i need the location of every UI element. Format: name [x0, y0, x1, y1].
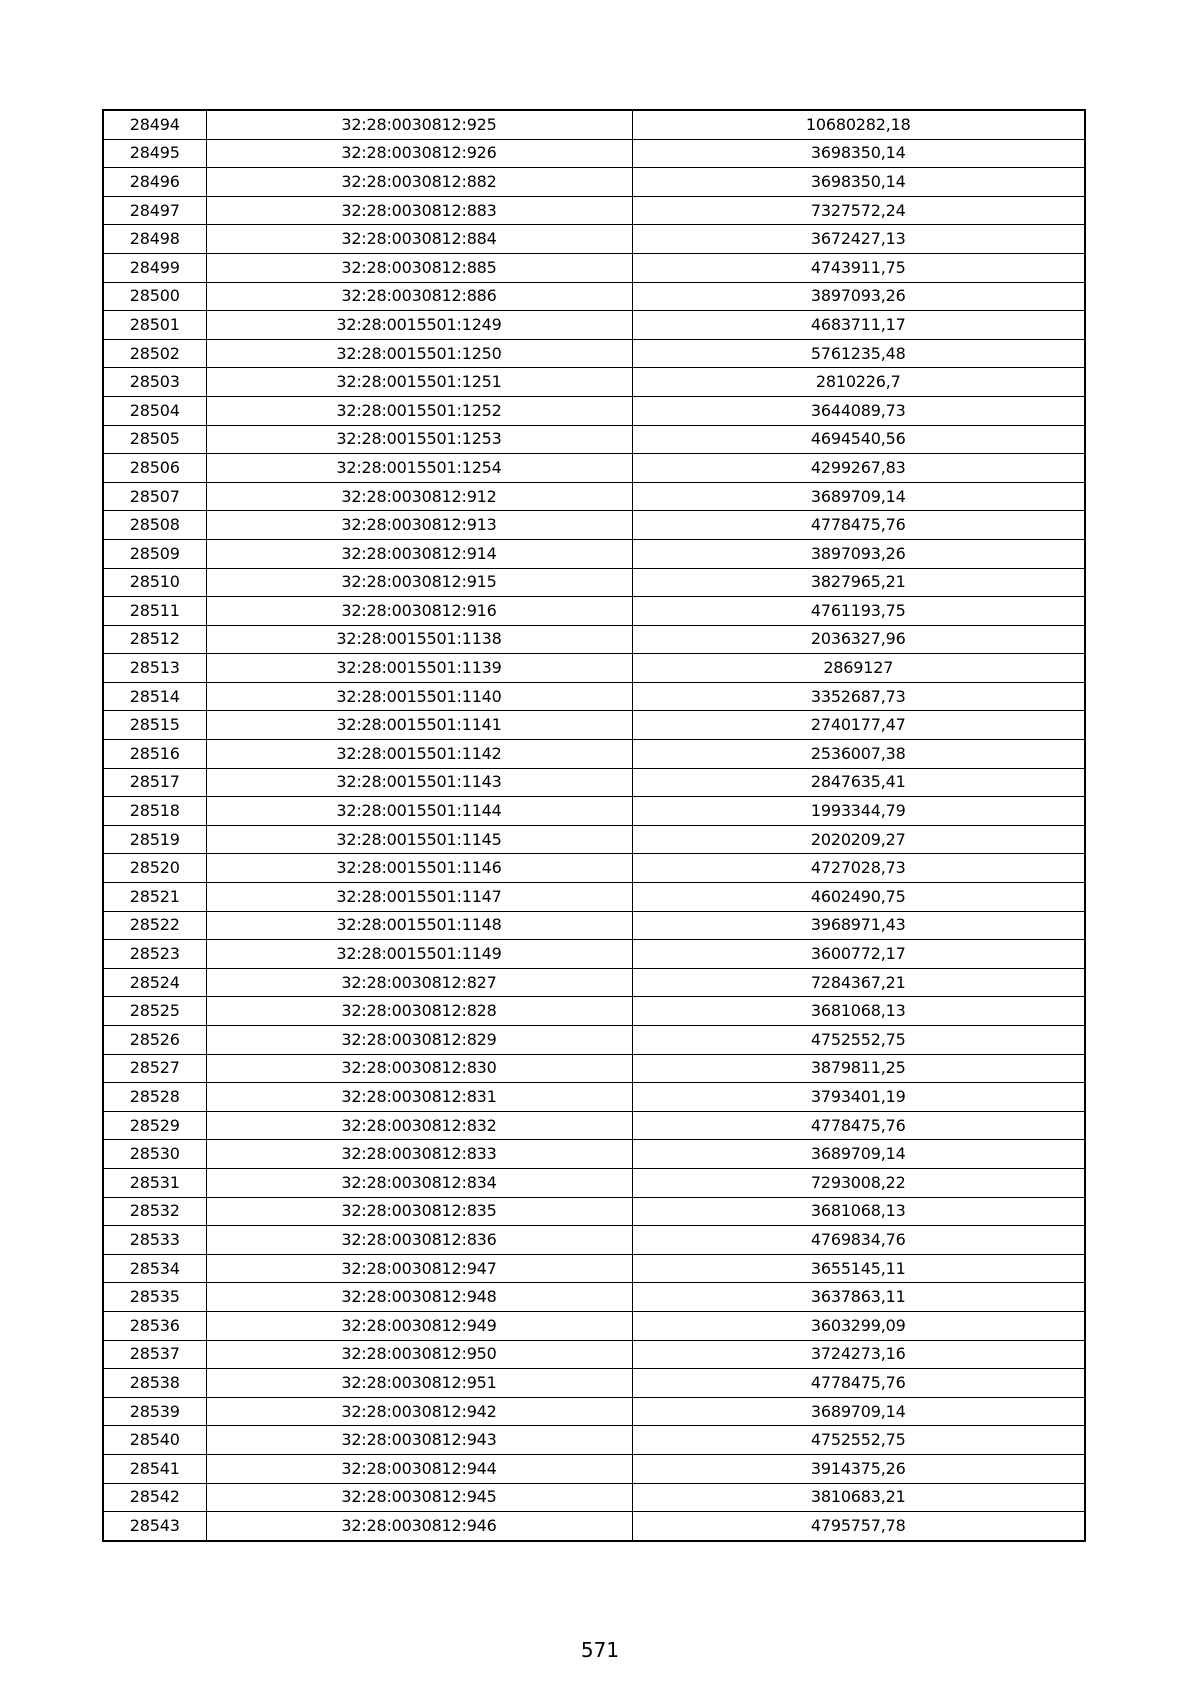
cadastral-value-cell: 3793401,19: [632, 1083, 1085, 1112]
table-row: [103, 1083, 1085, 1112]
cadastral-value-cell: 4778475,76: [632, 511, 1085, 540]
row-number-cell: 28543: [103, 1512, 206, 1541]
table-row: [103, 1369, 1085, 1398]
cadastral-value-cell: 2020209,27: [632, 825, 1085, 854]
cadastral-value-cell: 3600772,17: [632, 940, 1085, 969]
table-row: [103, 1226, 1085, 1255]
cadastral-number-cell: 32:28:0030812:833: [206, 1140, 632, 1169]
cadastral-number-cell: 32:28:0030812:945: [206, 1483, 632, 1512]
cadastral-number-cell: 32:28:0015501:1251: [206, 368, 632, 397]
row-number-cell: 28535: [103, 1283, 206, 1312]
cadastral-value-table: [102, 109, 1086, 1542]
cadastral-number-cell: 32:28:0030812:836: [206, 1226, 632, 1255]
table-row: [103, 968, 1085, 997]
cadastral-number-cell: 32:28:0030812:882: [206, 168, 632, 197]
row-number-cell: 28503: [103, 368, 206, 397]
table-row: [103, 1311, 1085, 1340]
row-number-cell: 28520: [103, 854, 206, 883]
cadastral-number-cell: 32:28:0015501:1139: [206, 654, 632, 683]
row-number-cell: 28527: [103, 1054, 206, 1083]
cadastral-number-cell: 32:28:0030812:830: [206, 1054, 632, 1083]
row-number-cell: 28515: [103, 711, 206, 740]
cadastral-value-cell: 3698350,14: [632, 168, 1085, 197]
table-row: [103, 682, 1085, 711]
cadastral-number-cell: 32:28:0030812:942: [206, 1397, 632, 1426]
row-number-cell: 28496: [103, 168, 206, 197]
row-number-cell: 28495: [103, 139, 206, 168]
row-number-cell: 28518: [103, 797, 206, 826]
cadastral-number-cell: 32:28:0030812:916: [206, 597, 632, 626]
cadastral-value-cell: 2810226,7: [632, 368, 1085, 397]
table-row: [103, 568, 1085, 597]
cadastral-value-cell: 3672427,13: [632, 225, 1085, 254]
cadastral-number-cell: 32:28:0030812:834: [206, 1168, 632, 1197]
table-row: [103, 597, 1085, 626]
cadastral-value-cell: 3637863,11: [632, 1283, 1085, 1312]
table-row: [103, 539, 1085, 568]
row-number-cell: 28538: [103, 1369, 206, 1398]
row-number-cell: 28504: [103, 396, 206, 425]
table-row: [103, 883, 1085, 912]
table-row: [103, 1140, 1085, 1169]
row-number-cell: 28497: [103, 196, 206, 225]
cadastral-value-cell: 3352687,73: [632, 682, 1085, 711]
cadastral-number-cell: 32:28:0030812:949: [206, 1311, 632, 1340]
cadastral-value-cell: 7284367,21: [632, 968, 1085, 997]
table-row: [103, 253, 1085, 282]
table-row: [103, 396, 1085, 425]
cadastral-value-cell: 3724273,16: [632, 1340, 1085, 1369]
table-body: [103, 110, 1085, 1541]
table-row: [103, 854, 1085, 883]
table-row: [103, 139, 1085, 168]
row-number-cell: 28541: [103, 1454, 206, 1483]
cadastral-value-cell: 3879811,25: [632, 1054, 1085, 1083]
row-number-cell: 28500: [103, 282, 206, 311]
cadastral-value-cell: 2869127: [632, 654, 1085, 683]
table-row: [103, 997, 1085, 1026]
table-row: [103, 225, 1085, 254]
cadastral-value-cell: 4683711,17: [632, 311, 1085, 340]
table-row: [103, 625, 1085, 654]
table-row: [103, 425, 1085, 454]
row-number-cell: 28532: [103, 1197, 206, 1226]
cadastral-value-cell: 4778475,76: [632, 1111, 1085, 1140]
cadastral-value-cell: 2847635,41: [632, 768, 1085, 797]
cadastral-number-cell: 32:28:0015501:1142: [206, 740, 632, 769]
table-row: [103, 110, 1085, 139]
row-number-cell: 28523: [103, 940, 206, 969]
cadastral-value-cell: 3827965,21: [632, 568, 1085, 597]
row-number-cell: 28512: [103, 625, 206, 654]
row-number-cell: 28542: [103, 1483, 206, 1512]
table-row: [103, 1197, 1085, 1226]
table-row: [103, 911, 1085, 940]
cadastral-number-cell: 32:28:0015501:1140: [206, 682, 632, 711]
row-number-cell: 28537: [103, 1340, 206, 1369]
cadastral-value-cell: 3689709,14: [632, 482, 1085, 511]
cadastral-number-cell: 32:28:0015501:1149: [206, 940, 632, 969]
cadastral-number-cell: 32:28:0030812:885: [206, 253, 632, 282]
cadastral-number-cell: 32:28:0015501:1254: [206, 454, 632, 483]
cadastral-value-cell: 3810683,21: [632, 1483, 1085, 1512]
row-number-cell: 28539: [103, 1397, 206, 1426]
table-row: [103, 1254, 1085, 1283]
row-number-cell: 28525: [103, 997, 206, 1026]
cadastral-value-cell: 3968971,43: [632, 911, 1085, 940]
row-number-cell: 28499: [103, 253, 206, 282]
table-row: [103, 1054, 1085, 1083]
cadastral-number-cell: 32:28:0030812:912: [206, 482, 632, 511]
row-number-cell: 28509: [103, 539, 206, 568]
cadastral-number-cell: 32:28:0030812:831: [206, 1083, 632, 1112]
table-row: [103, 168, 1085, 197]
row-number-cell: 28516: [103, 740, 206, 769]
cadastral-number-cell: 32:28:0015501:1148: [206, 911, 632, 940]
cadastral-value-cell: 4743911,75: [632, 253, 1085, 282]
row-number-cell: 28510: [103, 568, 206, 597]
cadastral-number-cell: 32:28:0015501:1253: [206, 425, 632, 454]
cadastral-value-cell: 7293008,22: [632, 1168, 1085, 1197]
table-row: [103, 482, 1085, 511]
cadastral-number-cell: 32:28:0015501:1143: [206, 768, 632, 797]
row-number-cell: 28521: [103, 883, 206, 912]
row-number-cell: 28507: [103, 482, 206, 511]
cadastral-number-cell: 32:28:0030812:829: [206, 1026, 632, 1055]
row-number-cell: 28513: [103, 654, 206, 683]
table-row: [103, 196, 1085, 225]
cadastral-number-cell: 32:28:0030812:886: [206, 282, 632, 311]
cadastral-number-cell: 32:28:0030812:914: [206, 539, 632, 568]
row-number-cell: 28505: [103, 425, 206, 454]
table-row: [103, 1426, 1085, 1455]
row-number-cell: 28529: [103, 1111, 206, 1140]
table-row: [103, 339, 1085, 368]
row-number-cell: 28528: [103, 1083, 206, 1112]
table-row: [103, 1111, 1085, 1140]
cadastral-value-cell: 3681068,13: [632, 1197, 1085, 1226]
row-number-cell: 28506: [103, 454, 206, 483]
table-row: [103, 797, 1085, 826]
cadastral-value-cell: 4769834,76: [632, 1226, 1085, 1255]
cadastral-number-cell: 32:28:0030812:948: [206, 1283, 632, 1312]
cadastral-number-cell: 32:28:0030812:827: [206, 968, 632, 997]
row-number-cell: 28511: [103, 597, 206, 626]
table-row: [103, 282, 1085, 311]
row-number-cell: 28519: [103, 825, 206, 854]
table-row: [103, 1168, 1085, 1197]
row-number-cell: 28526: [103, 1026, 206, 1055]
cadastral-number-cell: 32:28:0015501:1144: [206, 797, 632, 826]
table-row: [103, 740, 1085, 769]
table-row: [103, 825, 1085, 854]
cadastral-number-cell: 32:28:0030812:946: [206, 1512, 632, 1541]
cadastral-number-cell: 32:28:0030812:943: [206, 1426, 632, 1455]
table-row: [103, 768, 1085, 797]
page-number: 571: [580, 1638, 620, 1662]
cadastral-number-cell: 32:28:0015501:1138: [206, 625, 632, 654]
row-number-cell: 28533: [103, 1226, 206, 1255]
cadastral-value-cell: 4602490,75: [632, 883, 1085, 912]
cadastral-number-cell: 32:28:0015501:1249: [206, 311, 632, 340]
row-number-cell: 28502: [103, 339, 206, 368]
table-row: [103, 1340, 1085, 1369]
cadastral-value-cell: 7327572,24: [632, 196, 1085, 225]
cadastral-number-cell: 32:28:0030812:832: [206, 1111, 632, 1140]
cadastral-number-cell: 32:28:0015501:1252: [206, 396, 632, 425]
row-number-cell: 28524: [103, 968, 206, 997]
cadastral-value-cell: 3603299,09: [632, 1311, 1085, 1340]
row-number-cell: 28498: [103, 225, 206, 254]
table-row: [103, 511, 1085, 540]
cadastral-value-cell: 2740177,47: [632, 711, 1085, 740]
cadastral-value-cell: 4299267,83: [632, 454, 1085, 483]
table-row: [103, 1483, 1085, 1512]
cadastral-value-cell: 1993344,79: [632, 797, 1085, 826]
row-number-cell: 28536: [103, 1311, 206, 1340]
table-row: [103, 711, 1085, 740]
cadastral-number-cell: 32:28:0030812:947: [206, 1254, 632, 1283]
cadastral-value-cell: 4752552,75: [632, 1026, 1085, 1055]
cadastral-value-cell: 10680282,18: [632, 110, 1085, 139]
cadastral-value-cell: 4727028,73: [632, 854, 1085, 883]
cadastral-number-cell: 32:28:0030812:950: [206, 1340, 632, 1369]
table-row: [103, 311, 1085, 340]
row-number-cell: 28530: [103, 1140, 206, 1169]
cadastral-value-cell: 3689709,14: [632, 1397, 1085, 1426]
cadastral-number-cell: 32:28:0015501:1141: [206, 711, 632, 740]
table-row: [103, 1397, 1085, 1426]
row-number-cell: 28534: [103, 1254, 206, 1283]
row-number-cell: 28531: [103, 1168, 206, 1197]
row-number-cell: 28517: [103, 768, 206, 797]
cadastral-value-cell: 3644089,73: [632, 396, 1085, 425]
cadastral-number-cell: 32:28:0030812:944: [206, 1454, 632, 1483]
cadastral-number-cell: 32:28:0015501:1146: [206, 854, 632, 883]
row-number-cell: 28508: [103, 511, 206, 540]
cadastral-value-cell: 3897093,26: [632, 539, 1085, 568]
cadastral-value-cell: 3914375,26: [632, 1454, 1085, 1483]
cadastral-value-cell: 4761193,75: [632, 597, 1085, 626]
cadastral-value-cell: 3655145,11: [632, 1254, 1085, 1283]
cadastral-value-cell: 4778475,76: [632, 1369, 1085, 1398]
cadastral-number-cell: 32:28:0030812:951: [206, 1369, 632, 1398]
table-row: [103, 368, 1085, 397]
cadastral-value-cell: 3698350,14: [632, 139, 1085, 168]
cadastral-value-cell: 3681068,13: [632, 997, 1085, 1026]
cadastral-number-cell: 32:28:0030812:926: [206, 139, 632, 168]
row-number-cell: 28494: [103, 110, 206, 139]
cadastral-value-cell: 5761235,48: [632, 339, 1085, 368]
cadastral-value-cell: 4752552,75: [632, 1426, 1085, 1455]
table-row: [103, 1026, 1085, 1055]
row-number-cell: 28522: [103, 911, 206, 940]
table-row: [103, 1454, 1085, 1483]
table-row: [103, 940, 1085, 969]
cadastral-number-cell: 32:28:0015501:1145: [206, 825, 632, 854]
cadastral-value-cell: 3897093,26: [632, 282, 1085, 311]
row-number-cell: 28514: [103, 682, 206, 711]
cadastral-number-cell: 32:28:0030812:835: [206, 1197, 632, 1226]
cadastral-value-cell: 4694540,56: [632, 425, 1085, 454]
table-row: [103, 1283, 1085, 1312]
table-row: [103, 454, 1085, 483]
cadastral-number-cell: 32:28:0030812:828: [206, 997, 632, 1026]
cadastral-value-cell: 2036327,96: [632, 625, 1085, 654]
table-row: [103, 654, 1085, 683]
cadastral-number-cell: 32:28:0030812:915: [206, 568, 632, 597]
cadastral-number-cell: 32:28:0030812:884: [206, 225, 632, 254]
cadastral-value-cell: 4795757,78: [632, 1512, 1085, 1541]
cadastral-value-cell: 3689709,14: [632, 1140, 1085, 1169]
cadastral-number-cell: 32:28:0015501:1250: [206, 339, 632, 368]
cadastral-number-cell: 32:28:0030812:913: [206, 511, 632, 540]
cadastral-number-cell: 32:28:0030812:883: [206, 196, 632, 225]
cadastral-number-cell: 32:28:0030812:925: [206, 110, 632, 139]
cadastral-value-cell: 2536007,38: [632, 740, 1085, 769]
cadastral-number-cell: 32:28:0015501:1147: [206, 883, 632, 912]
table-row: [103, 1512, 1085, 1541]
row-number-cell: 28501: [103, 311, 206, 340]
row-number-cell: 28540: [103, 1426, 206, 1455]
